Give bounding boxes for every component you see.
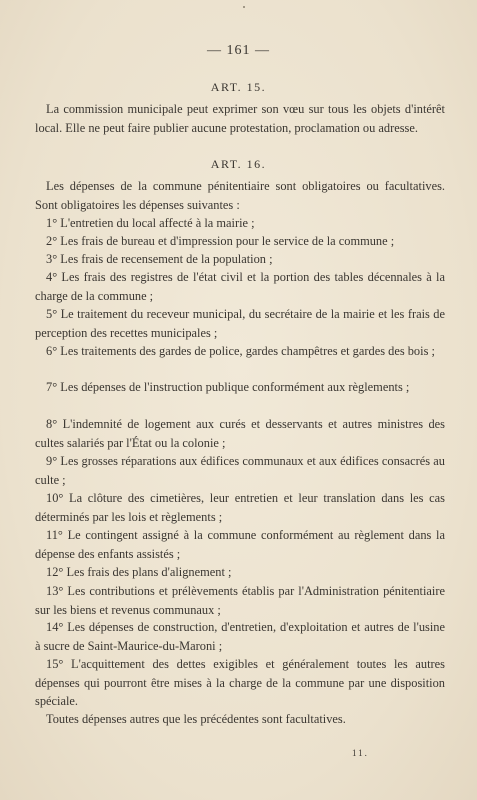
closing-paragraph: Toutes dépenses autres que les précédentes sont facultatives.: [46, 712, 346, 726]
article-15-heading: [0, 80, 477, 95]
printing-speck: [243, 6, 245, 8]
list-item: 14° Les dépenses de construction, d'entretien, d'exploitation et autres de l'usine à sucre de Saint-Maurice-du-Maroni ;: [35, 620, 445, 653]
list-item: 12° Les frais des plans d'alignement ;: [46, 565, 232, 579]
list-item: 15° L'acquittement des dettes exigibles et généralement toutes les autres dépenses qui pourront être mises à la charge de la commune par une disposition spéciale.: [35, 657, 445, 708]
list-item: 10° La clôture des cimetières, leur entretien et leur translation dans les cas déterminés par les lois et règlements ;: [35, 491, 445, 524]
article-16-intro: Les dépenses de la commune pénitentiaire sont obligatoires ou facultatives. Sont obligatoires les dépenses suivantes :: [35, 179, 445, 212]
article-16-heading: [0, 157, 477, 172]
page-number: — 161 —: [207, 43, 270, 58]
list-item: 2° Les frais de bureau et d'impression pour le service de la commune ;: [46, 234, 395, 248]
article-16-heading-text: ART. 16.: [210, 157, 267, 171]
list-item: 5° Le traitement du receveur municipal, du secrétaire de la mairie et les frais de perception des recettes municipales ;: [35, 307, 445, 340]
list-item: 11° Le contingent assigné à la commune conformément au règlement dans la dépense des enfants assistés ;: [35, 528, 445, 561]
list-item: 3° Les frais de recensement de la population ;: [46, 252, 273, 266]
article-15-text: La commission municipale peut exprimer son vœu sur tous les objets d'intérêt local. Elle ne peut faire publier aucune protestation, proclamation ou adresse.: [35, 102, 445, 135]
list-item: 9° Les grosses réparations aux édifices communaux et aux édifices consacrés au culte ;: [35, 454, 445, 487]
list-item: 8° L'indemnité de logement aux curés et desservants et autres ministres des cultes salariés par l'État ou la colonie ;: [35, 417, 445, 450]
list-item: 4° Les frais des registres de l'état civil et la portion des tables décennales à la charge de la commune ;: [35, 270, 445, 303]
list-item: 13° Les contributions et prélèvements établis par l'Administration pénitentiaire sur les biens et revenus communaux ;: [35, 584, 445, 617]
signature-mark: 11.: [352, 748, 369, 758]
list-item: 6° Les traitements des gardes de police, gardes champêtres et gardes des bois ;: [46, 344, 435, 358]
list-item: 1° L'entretien du local affecté à la mairie ;: [46, 216, 255, 230]
list-item: 7° Les dépenses de l'instruction publique conformément aux règlements ;: [46, 380, 410, 394]
article-15-heading-text: ART. 15.: [210, 80, 267, 94]
